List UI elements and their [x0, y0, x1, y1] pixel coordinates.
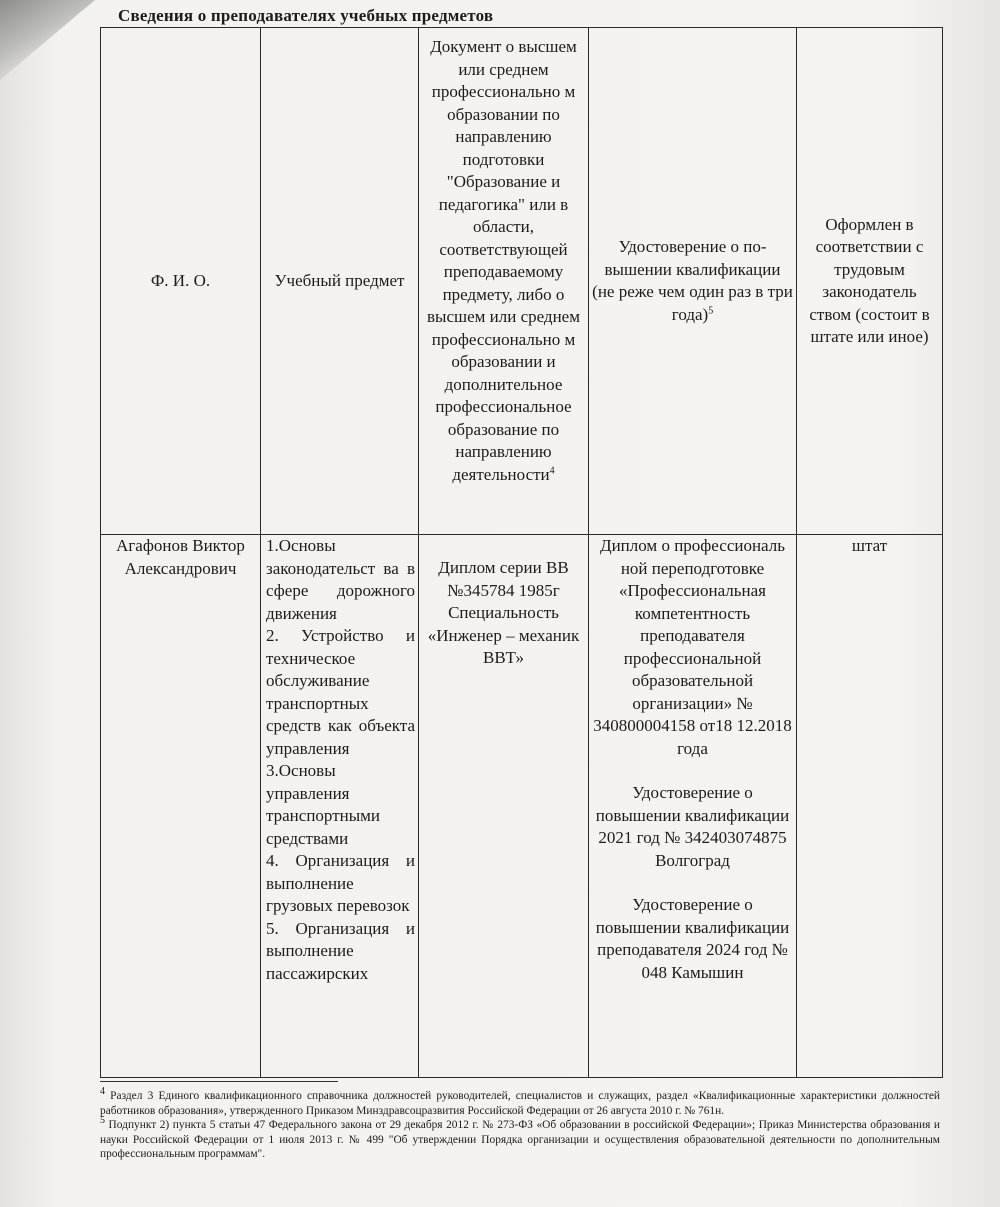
- header-certificate: [589, 28, 797, 535]
- table-header-row: [101, 28, 943, 535]
- education-document: [419, 535, 589, 1078]
- page-title: Сведения о преподавателях учебных предметов: [118, 6, 494, 25]
- header-fio: Ф. И. О.: [101, 28, 261, 535]
- footnote-text: Подпункт 2) пункта 5 статьи 47 Федерального закона от 29 декабря 2012 г. № 273-ФЗ «Об образовании в российской Федерации»; Приказ Министерства образования и науки Российской Федерации от 1 июля 2013 г. № 499 "Об утверждении Порядка организации и осуществления образовательной деятельности по дополнительным профессиональным программам".: [100, 1119, 940, 1161]
- footnote-mark: 4: [100, 1086, 105, 1098]
- employment-status: штат: [797, 535, 943, 1078]
- footnote-separator: [100, 1081, 338, 1082]
- qualification-certificates: [589, 535, 797, 1078]
- footnote-mark: 5: [100, 1115, 105, 1127]
- header-document-text: Документ о высшем или среднем профессионально м образовании по направлению подготовки "Образование и педагогика" или в области, соответствующей преподаваемому предмету, либо о высшем или среднем профессионально м образовании и дополнительное профессиональное образование по направлению деятельности: [427, 37, 580, 484]
- teacher-name: Агафонов Виктор Александрович: [101, 535, 261, 1078]
- footnotes: [100, 1086, 940, 1162]
- subject-item: 1.Основы законодательст ва в сфере дорожного движения: [266, 536, 415, 623]
- footnote-5: [100, 1115, 940, 1162]
- subject-item: 4. Организация и выполнение грузовых перевозок: [266, 851, 415, 915]
- footnote-ref-5: 5: [708, 304, 714, 316]
- table-row: [101, 535, 943, 1078]
- folded-corner-shadow: [0, 0, 95, 80]
- header-document: [419, 28, 589, 535]
- footnote-text: Раздел 3 Единого квалификационного справочника должностей руководителей, специалистов и служащих, раздел «Квалификационные характеристики должностей работников образования», утвержденного Приказом Минздравсоцразвития Российской Федерации от 26 августа 2010 г. № 761н.: [100, 1090, 940, 1117]
- subject-item: 5. Организация и выполнение пассажирских: [266, 918, 415, 983]
- certificate-item: Удостоверение о повышении квалификации 2021 год № 342403074875 Волгоград: [595, 783, 790, 870]
- teachers-table: [100, 27, 943, 1078]
- subject-list: [261, 535, 419, 1078]
- header-certificate-text: Удостоверение о по-вышении квалификации (не реже чем один раз в три года): [592, 237, 793, 324]
- subject-item: 2. Устройство и техническое обслуживание транспортных средств как объекта управления: [266, 626, 415, 758]
- footnote-ref-4: 4: [549, 464, 555, 476]
- header-employment: Оформлен в соответствии с трудовым законодатель ством (состоит в штате или иное): [797, 28, 943, 535]
- education-document-text: Диплом серии ВВ №345784 1985г Специальность «Инженер – механик ВВТ»: [427, 558, 580, 667]
- header-subject: Учебный предмет: [261, 28, 419, 535]
- certificate-item: Диплом о профессиональ ной переподготовке «Профессиональная компетентность преподавателя профессиональной образовательной организации» № 340800004158 от18 12.2018 года: [593, 536, 792, 758]
- certificate-item: Удостоверение о повышении квалификации преподавателя 2024 год № 048 Камышин: [595, 895, 790, 982]
- subject-item: 3.Основы управления транспортными средствами: [266, 761, 381, 848]
- footnote-4: [100, 1086, 940, 1118]
